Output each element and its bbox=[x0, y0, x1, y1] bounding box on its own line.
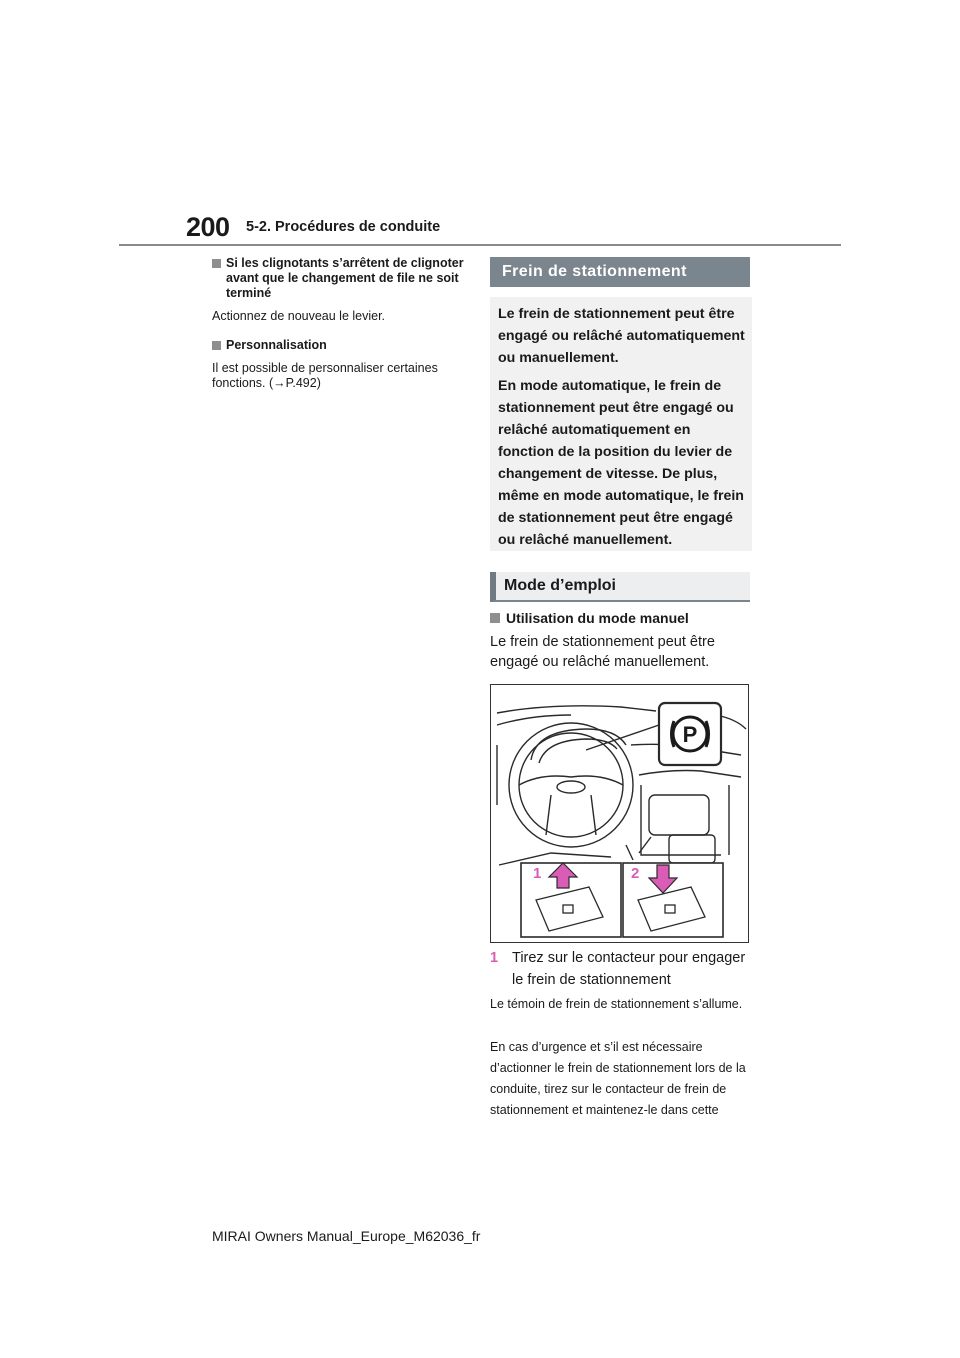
note-paragraph: En cas d’urgence et s’il est nécessaire d’actionner le frein de stationnement lors de la conduite, tirez sur le contacteur de frein de stationnement et maintenez-le dans cette bbox=[490, 1040, 746, 1117]
note-heading: Si les clignotants s’arrêtent de clignoter avant que le changement de file ne soit terminé bbox=[212, 256, 472, 301]
mode-heading: Mode d’emploi bbox=[490, 572, 750, 602]
intro-paragraph: En mode automatique, le frein de stationnement peut être engagé ou relâché automatiquement en fonction de la position du levier de changement de vitesse. De plus, même en mode automatique, le frein de stationnement peut être engagé ou relâché manuellement. bbox=[498, 378, 744, 548]
square-bullet-icon bbox=[490, 613, 500, 623]
note-body: Actionnez de nouveau le levier. bbox=[212, 309, 386, 323]
intro-paragraph: Le frein de stationnement peut être engagé ou relâché automatiquement ou manuellement. bbox=[498, 306, 745, 366]
step-text: Tirez sur le contacteur pour engager le frein de stationnement bbox=[512, 950, 746, 988]
note-paragraph: Le témoin de frein de stationnement s’allume. bbox=[490, 997, 743, 1011]
page-number: 200 bbox=[186, 212, 230, 242]
header-divider bbox=[119, 244, 841, 246]
square-bullet-icon bbox=[212, 259, 221, 268]
note-heading: Personnalisation bbox=[212, 338, 472, 353]
step-item bbox=[490, 947, 752, 991]
step-number: 1 bbox=[490, 950, 499, 966]
parking-brake-illustration bbox=[490, 684, 749, 943]
note-body: Il est possible de personnaliser certaines fonctions. (→P.492) bbox=[212, 361, 438, 390]
left-column bbox=[212, 256, 472, 405]
sub-heading: Utilisation du mode manuel bbox=[490, 610, 689, 626]
section-banner: Frein de stationnement bbox=[490, 257, 750, 287]
callout-2: 2 bbox=[631, 865, 640, 882]
callout-1: 1 bbox=[533, 865, 542, 882]
square-bullet-icon bbox=[212, 341, 221, 350]
intro-box bbox=[490, 297, 752, 551]
footer-text: MIRAI Owners Manual_Europe_M62036_fr bbox=[212, 1228, 481, 1244]
dashboard-drawing bbox=[491, 685, 748, 942]
section-title: 5-2. Procédures de conduite bbox=[246, 219, 441, 235]
parking-p-symbol: P bbox=[682, 722, 698, 747]
sub-body: Le frein de stationnement peut être engagé ou relâché manuellement. bbox=[490, 634, 715, 670]
